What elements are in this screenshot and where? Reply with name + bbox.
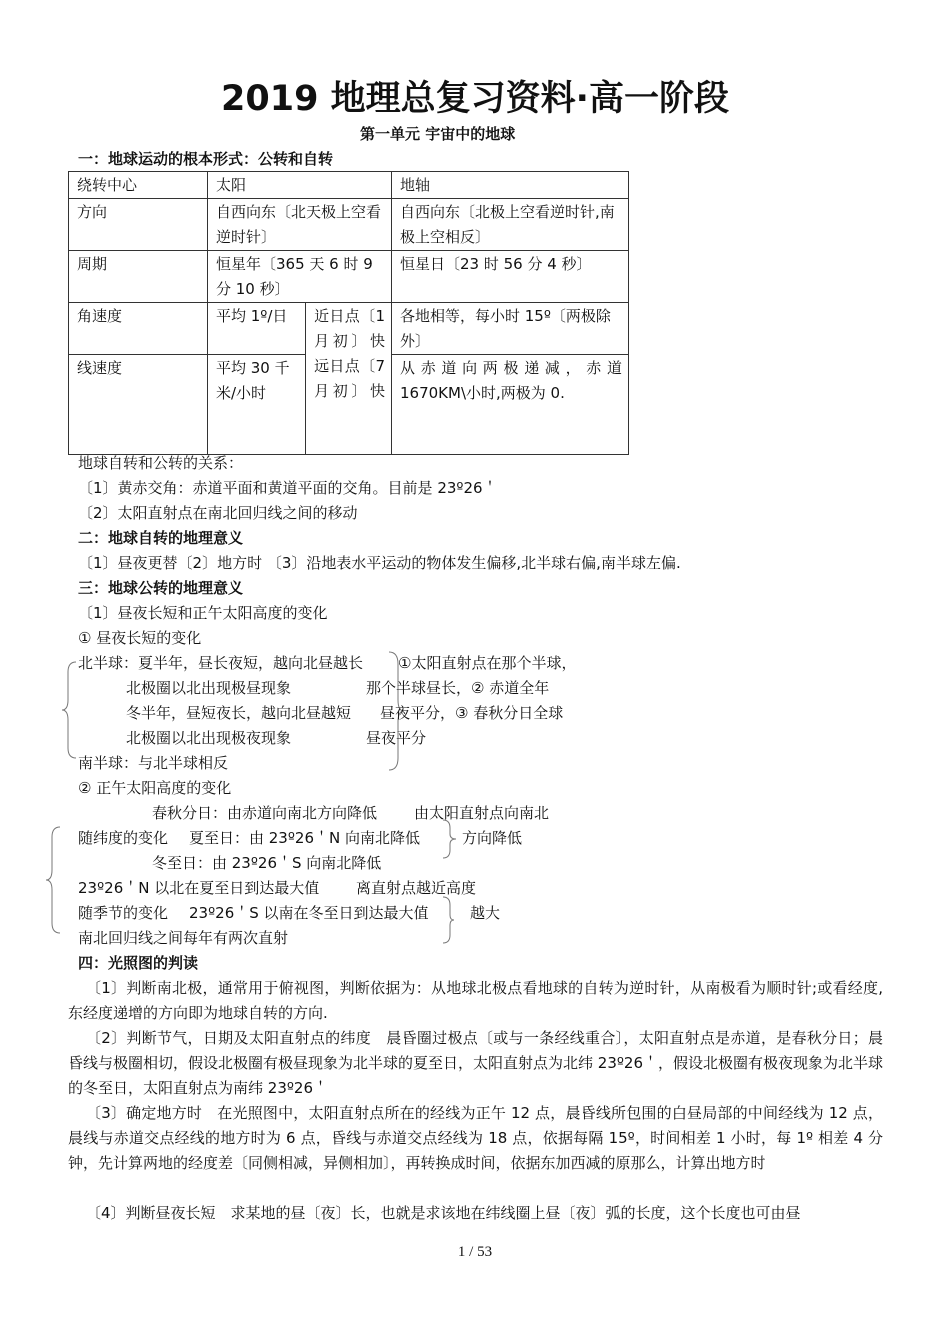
rule-line-4: 昼夜平分 bbox=[366, 729, 427, 747]
from-point-line-2: 方向降低 bbox=[462, 829, 523, 847]
season-change-label: 随季节的变化 bbox=[78, 904, 169, 922]
table-cell: 各地相等，每小时 15º〔两极除外〕 bbox=[392, 303, 629, 355]
nh-summer: 北半球：夏半年，昼长夜短，越向北昼越长 bbox=[78, 654, 364, 672]
sh-text: 南半球：与北半球相反 bbox=[78, 754, 229, 772]
table-cell: 平均 1º/日 bbox=[208, 303, 306, 355]
earth-motion-table bbox=[68, 171, 629, 455]
nh-polar-day: 北极圈以北出现极昼现象 bbox=[126, 679, 292, 697]
table-row bbox=[69, 172, 629, 199]
closer-line-2: 越大 bbox=[470, 904, 501, 922]
table-cell: 线速度 bbox=[69, 355, 208, 455]
nh-polar-night: 北极圈以北出现极夜现象 bbox=[126, 729, 292, 747]
relation-item-1: 〔1〕黄赤交角：赤道平面和黄道平面的交角。目前是 23º26＇ bbox=[78, 479, 498, 497]
section4-heading: 四：光照图的判读 bbox=[78, 954, 199, 972]
noon-title: ② 正午太阳高度的变化 bbox=[78, 779, 232, 797]
table-row bbox=[69, 303, 629, 355]
equinox-line: 春秋分日：由赤道向南北方向降低 bbox=[152, 804, 378, 822]
table-cell: 周期 bbox=[69, 251, 208, 303]
daylength-title: ① 昼夜长短的变化 bbox=[78, 629, 202, 647]
section2-text: 〔1〕昼夜更替〔2〕地方时 〔3〕沿地表水平运动的物体发生偏移,北半球右偏,南半球左偏. bbox=[78, 554, 681, 572]
from-point-line-1: 由太阳直射点向南北 bbox=[414, 804, 550, 822]
summer-solstice-line: 夏至日：由 23º26＇N 向南北降低 bbox=[189, 829, 420, 847]
table-cell: 绕转中心 bbox=[69, 172, 208, 199]
table-cell: 方向 bbox=[69, 199, 208, 251]
north-max-line: 23º26＇N 以北在夏至日到达最大值 bbox=[78, 879, 320, 897]
winter-solstice-line: 冬至日：由 23º26＇S 向南北降低 bbox=[152, 854, 382, 872]
twice-direct-line: 南北回归线之间每年有两次直射 bbox=[78, 929, 289, 947]
perihelion-aphelion-cell: 近日点〔1月初〕快远日点〔7月初〕快 bbox=[306, 303, 392, 455]
left-brace-icon bbox=[60, 660, 80, 760]
closer-line-1: 离直射点越近高度 bbox=[356, 879, 477, 897]
table-cell: 自西向东〔北极上空看逆时针,南极上空相反〕 bbox=[392, 199, 629, 251]
section4-paragraph-3: 〔3〕确定地方时 在光照图中，太阳直射点所在的经线为正午 12 点，晨昏线所包围的白昼局部的中间经线为 12 点，晨线与赤道交点经线的地方时为 6 点，昏线与赤道交点经线为 18 点，依据每隔 15º，时间相差 1 小时，每 1º 相差 4 分钟，先计算两地的经度差〔同侧相减，异侧相加〕，再转换成时间，依据东加西减的原那么，计算出地方时 bbox=[68, 1104, 883, 1172]
rule-line-3: 昼夜平分，③ 春秋分日全球 bbox=[380, 704, 564, 722]
table-cell: 自西向东〔北天极上空看逆时针〕 bbox=[208, 199, 392, 251]
table-cell: 地轴 bbox=[392, 172, 629, 199]
table-cell: 太阳 bbox=[208, 172, 392, 199]
table-cell: 平均 30 千米/小时 bbox=[208, 355, 306, 455]
relation-heading: 地球自转和公转的关系： bbox=[78, 454, 244, 472]
table-cell: 角速度 bbox=[69, 303, 208, 355]
section3-heading: 三：地球公转的地理意义 bbox=[78, 579, 244, 597]
page-number: 1 / 53 bbox=[457, 1244, 493, 1260]
section4-paragraph-1: 〔1〕判断南北极，通常用于俯视图，判断依据为：从地球北极点看地球的自转为逆时针，从南极看为顺时针;或看经度,东经度递增的方向即为地球自转的方向. bbox=[68, 979, 883, 1022]
left-brace-icon bbox=[44, 825, 64, 935]
section1-heading: 一：地球运动的根本形式：公转和自转 bbox=[78, 150, 334, 168]
table-cell: 从赤道向两极递减，赤道 1670KM\小时,两极为 0. bbox=[392, 355, 629, 455]
south-max-line: 23º26＇S 以南在冬至日到达最大值 bbox=[189, 904, 429, 922]
table-row bbox=[69, 199, 629, 251]
table-row bbox=[69, 251, 629, 303]
relation-item-2: 〔2〕太阳直射点在南北回归线之间的移动 bbox=[78, 504, 358, 522]
table-cell: 恒星日〔23 时 56 分 4 秒〕 bbox=[392, 251, 629, 303]
rule-line-2: 那个半球昼长，② 赤道全年 bbox=[366, 679, 550, 697]
unit-title: 第一单元 宇宙中的地球 bbox=[360, 125, 516, 143]
table-cell: 恒星年〔365 天 6 时 9 分 10 秒〕 bbox=[208, 251, 392, 303]
section4-paragraph-4: 〔4〕判断昼夜长短 求某地的昼〔夜〕长，也就是求该地在纬线圈上昼〔夜〕弧的长度，这个长度也可由昼 bbox=[86, 1204, 801, 1222]
nh-winter: 冬半年，昼短夜长，越向北昼越短 bbox=[126, 704, 352, 722]
section4-paragraph-2: 〔2〕判断节气，日期及太阳直射点的纬度 晨昏圈过极点〔或与一条经线重合〕，太阳直射点是赤道，是春秋分日；晨昏线与极圈相切，假设北极圈有极昼现象为北半球的夏至日，太阳直射点为北纬 23º26＇，假设北极圈有极夜现象为北半球的冬至日，太阳直射点为南纬 23º26＇ bbox=[68, 1029, 884, 1097]
rule-line-1: ①太阳直射点在那个半球， bbox=[398, 654, 577, 672]
section3-sub1: 〔1〕昼夜长短和正午太阳高度的变化 bbox=[78, 604, 328, 622]
right-brace-icon bbox=[440, 895, 456, 945]
latitude-change-label: 随纬度的变化 bbox=[78, 829, 169, 847]
section2-heading: 二：地球自转的地理意义 bbox=[78, 529, 244, 547]
document-title: 2019 地理总复习资料·高一阶段 bbox=[221, 79, 729, 119]
